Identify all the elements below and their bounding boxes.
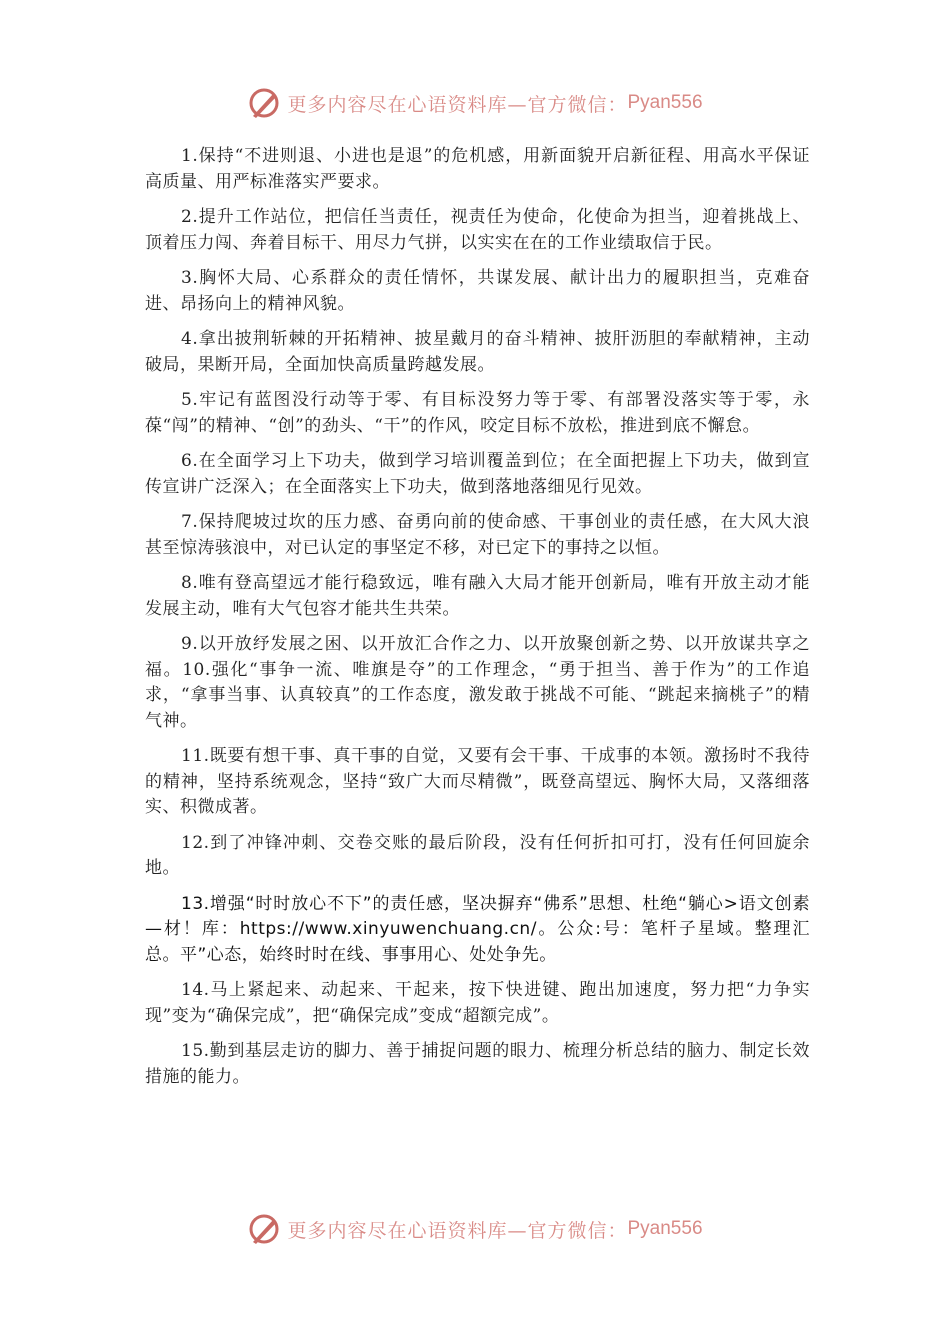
paragraph-9: 9.以开放纾发展之困、以开放汇合作之力、以开放聚创新之势、以开放谋共享之福。10.强化“事争一流、唯旗是夺”的工作理念，“勇于担当、善于作为”的工作追求，“拿事当事、认真较真”的工作态度，激发敢于挑战不可能、“跳起来摘桃子”的精气神。 bbox=[145, 634, 810, 731]
paragraph-11: 11.既要有想干事、真干事的自觉，又要有会干事、干成事的本领。激扬时不我待的精神，坚持系统观念，坚持“致广大而尽精微”，既登高望远、胸怀大局，又落细落实、积微成著。 bbox=[145, 746, 810, 817]
paragraph-8: 8.唯有登高望远才能行稳致远，唯有融入大局才能开创新局，唯有开放主动才能发展主动，唯有大气包容才能共生共荣。 bbox=[145, 573, 810, 619]
banner-text: 更多内容尽在心语资料库—官方微信： bbox=[287, 1219, 628, 1242]
paragraph-2: 2.提升工作站位，把信任当责任，视责任为使命，化使命为担当，迎着挑战上、顶着压力闯、奔着目标干、用尽力气拼，以实实在在的工作业绩取信于民。 bbox=[145, 207, 810, 253]
paragraph-15: 15.勤到基层走访的脚力、善于捕捉问题的眼力、梳理分析总结的脑力、制定长效措施的能力。 bbox=[145, 1041, 810, 1087]
banner-text: 更多内容尽在心语资料库—官方微信： bbox=[287, 93, 628, 116]
footer-banner bbox=[0, 1212, 950, 1246]
document-body bbox=[145, 144, 810, 1100]
banner-wechat-handle: Pyan556 bbox=[627, 92, 703, 113]
header-banner bbox=[0, 86, 950, 120]
paragraph-13: 13.增强“时时放心不下”的责任感，坚决摒弃“佛系”思想、杜绝“躺心>语文创素—材！库：https://www.xinyuwenchuang.cn/。公众:号：笔杆子星域。整理汇总。平”心态，始终时时在线、事事用心、处处争先。 bbox=[145, 893, 810, 965]
pen-logo-icon bbox=[247, 1212, 281, 1246]
paragraph-6: 6.在全面学习上下功夫，做到学习培训覆盖到位；在全面把握上下功夫，做到宣传宣讲广泛深入；在全面落实上下功夫，做到落地落细见行见效。 bbox=[145, 451, 810, 497]
paragraph-7: 7.保持爬坡过坎的压力感、奋勇向前的使命感、干事创业的责任感，在大风大浪甚至惊涛骇浪中，对已认定的事坚定不移，对已定下的事持之以恒。 bbox=[145, 512, 810, 558]
paragraph-3: 3.胸怀大局、心系群众的责任情怀，共谋发展、献计出力的履职担当，克难奋进、昂扬向上的精神风貌。 bbox=[145, 268, 810, 314]
paragraph-12: 12.到了冲锋冲刺、交卷交账的最后阶段，没有任何折扣可打，没有任何回旋余地。 bbox=[145, 832, 810, 878]
paragraph-14: 14.马上紧起来、动起来、干起来，按下快进键、跑出加速度，努力把“力争实现”变为“确保完成”，把“确保完成”变成“超额完成”。 bbox=[145, 980, 810, 1026]
pen-logo-icon bbox=[247, 86, 281, 120]
banner-wechat-handle: Pyan556 bbox=[627, 1218, 703, 1239]
paragraph-4: 4.拿出披荆斩棘的开拓精神、披星戴月的奋斗精神、披肝沥胆的奉献精神，主动破局，果断开局，全面加快高质量跨越发展。 bbox=[145, 329, 810, 375]
paragraph-5: 5.牢记有蓝图没行动等于零、有目标没努力等于零、有部署没落实等于零，永葆“闯”的精神、“创”的劲头、“干”的作风，咬定目标不放松，推进到底不懈怠。 bbox=[145, 390, 810, 436]
paragraph-1: 1.保持“不进则退、小进也是退”的危机感，用新面貌开启新征程、用高水平保证高质量、用严标准落实严要求。 bbox=[145, 146, 810, 192]
